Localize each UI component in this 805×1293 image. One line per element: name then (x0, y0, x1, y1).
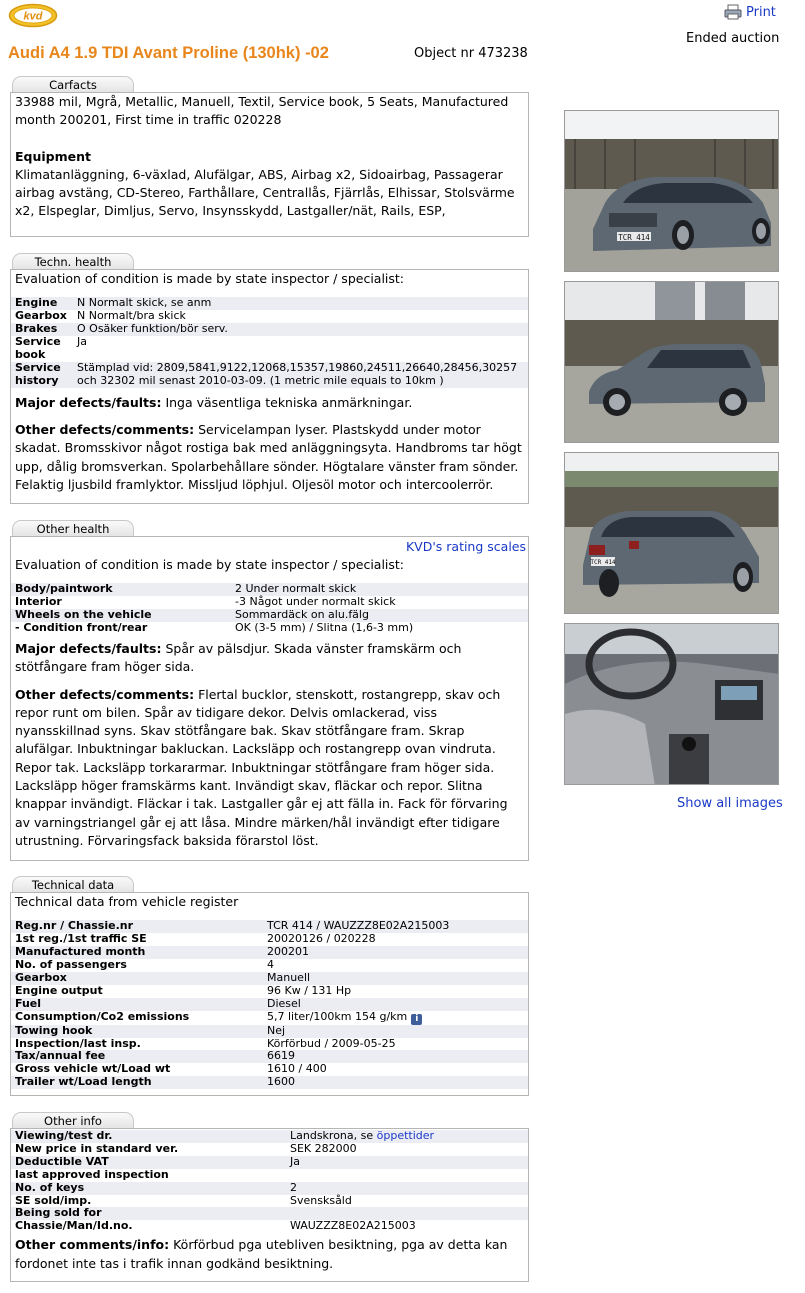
tech-key: Gearbox (11, 972, 263, 985)
tech-key: Inspection/last insp. (15, 1036, 141, 1050)
tech-key: Engine output (15, 983, 103, 997)
carfacts-panel (10, 92, 529, 237)
equipment-heading: Equipment (15, 148, 91, 164)
tech-value: TCR 414 / WAUZZZ8E02A215003 (263, 920, 528, 933)
car-interior-image (565, 624, 779, 785)
info-value: WAUZZZ8E02A215003 (290, 1219, 416, 1233)
rating-scales-link[interactable]: KVD's rating scales (405, 539, 526, 554)
kvd-logo[interactable] (8, 3, 58, 28)
tab-other-health: Other health (12, 520, 134, 537)
tech-value: 1610 / 400 (267, 1062, 327, 1076)
info-icon[interactable]: i (411, 1014, 422, 1025)
info-key: Chassie/Man/Id.no. (15, 1219, 133, 1233)
plate-text: TCR 414 (618, 233, 650, 242)
tech-key: Consumption/Co2 emissions (15, 1009, 190, 1023)
comments-text: Körförbud pga utebliven besiktning, pga av detta kan fordonet inte tas i trafik innan godkänd besiktning. (15, 1237, 508, 1271)
health-value: -3 Något under normalt skick (235, 595, 396, 609)
info-key: SE sold/imp. (15, 1193, 92, 1207)
viewing-text: Landskrona, se (290, 1129, 377, 1142)
techn-health-panel (10, 269, 529, 504)
techn-value: N Normalt skick, se anm (73, 297, 528, 310)
health-value: 2 Under normalt skick (231, 583, 528, 596)
print-label: Print (746, 4, 776, 20)
tech-value: 20020126 / 020228 (267, 932, 376, 946)
info-value: SEK 282000 (290, 1141, 357, 1155)
tech-key: No. of passengers (15, 958, 127, 972)
techn-intro: Evaluation of condition is made by state inspector / specialist: (15, 271, 405, 286)
other-health-intro: Evaluation of condition is made by state inspector / specialist: (15, 557, 405, 572)
techn-major (11, 394, 528, 412)
car-side-image (565, 282, 779, 443)
techn-key: Engine (11, 297, 73, 310)
major-label: Major defects/faults: (15, 394, 162, 410)
tech-value: 200201 (263, 946, 528, 959)
other-label: Other defects/comments: (15, 421, 195, 437)
other-health-other (11, 686, 528, 851)
techn-key: Service book (15, 335, 61, 361)
logo-text: kvd (23, 10, 43, 23)
tech-value: Manuell (263, 972, 528, 985)
info-value: Ja (286, 1156, 528, 1169)
info-value-viewing (286, 1130, 528, 1143)
tab-technical-data: Technical data (12, 876, 134, 893)
carfacts-summary: 33988 mil, Mgrå, Metallic, Manuell, Textil, Service book, 5 Seats, Manufactured month 200201, First time in traffic 020228 (15, 94, 509, 128)
car-photo-rear[interactable] (564, 452, 779, 614)
printer-icon (724, 4, 742, 20)
info-value: 2 (286, 1182, 528, 1195)
tech-key: 1st reg./1st traffic SE (15, 932, 147, 946)
car-photo-interior[interactable] (564, 623, 779, 785)
page-title: Audi A4 1.9 TDI Avant Proline (130hk) -02 (8, 44, 329, 62)
object-number: Object nr 473238 (414, 46, 528, 61)
car-photo-front[interactable] (564, 110, 779, 272)
other-health-panel (10, 536, 529, 861)
other-label: Other defects/comments: (15, 686, 195, 702)
tech-key: Reg.nr / Chassie.nr (11, 920, 263, 933)
tech-value: Diesel (263, 998, 528, 1011)
major-text: Spår av pälsdjur. Skada vänster framskärm och stötfångare fram höger sida. (15, 640, 462, 675)
print-link[interactable] (724, 3, 776, 21)
tech-key: Trailer wt/Load length (11, 1076, 263, 1089)
tab-carfacts: Carfacts (12, 76, 134, 93)
tech-value: 96 Kw / 131 Hp (267, 983, 352, 997)
info-value: Svensksåld (290, 1193, 352, 1207)
tab-other-info: Other info (12, 1112, 134, 1129)
info-value (286, 1169, 528, 1182)
info-key: Being sold for (11, 1207, 286, 1220)
other-info-panel (10, 1128, 529, 1282)
major-text: Inga väsentliga tekniska anmärkningar. (165, 394, 413, 410)
tech-value: 4 (267, 958, 274, 972)
comments-label: Other comments/info: (15, 1237, 170, 1253)
info-key: Deductible VAT (11, 1156, 286, 1169)
tech-key: Fuel (11, 998, 263, 1011)
techn-other (11, 421, 528, 494)
tech-key: Gross vehicle wt/Load wt (15, 1062, 171, 1076)
car-photo-side[interactable] (564, 281, 779, 443)
show-all-images-link[interactable]: Show all images (677, 796, 783, 811)
car-rear-image (565, 453, 779, 614)
tech-key: Tax/annual fee (11, 1050, 263, 1063)
tech-value: 6619 (263, 1050, 528, 1063)
technical-data-panel (10, 892, 529, 1096)
tech-key: Manufactured month (11, 946, 263, 959)
plate-text: TCR 414 (590, 559, 616, 566)
other-info-table (11, 1130, 528, 1233)
technical-table (11, 920, 528, 1089)
tab-techn-health: Techn. health (12, 253, 134, 270)
tech-key: Towing hook (11, 1025, 263, 1038)
tech-value: Nej (263, 1025, 528, 1038)
info-key: New price in standard ver. (15, 1141, 179, 1155)
tech-value-consumption (263, 1011, 528, 1025)
other-text: Servicelampan lyser. Plastskydd under motor skadat. Bromsskivor något rostiga bak med anläggningsyta. Handbroms tar högt upp, dålig bromsverkan. Spolarbehållare sönder. Högtalare vänster fram sönder. Felaktig ljusbild framlyktor. Missljud löphjul. Oljesöl motor och intercoolerrör. (15, 421, 522, 492)
consumption-text: 5,7 liter/100km 154 g/km (267, 1009, 408, 1023)
technical-intro: Technical data from vehicle register (15, 894, 239, 909)
health-key: - Condition front/rear (15, 621, 148, 635)
techn-value: Stämplad vid: 2809,5841,9122,12068,15357,19860,24511,26640,28456,30257 och 32302 mil senast 2010-03-09. (1 metric mile equals to 10km ) (73, 362, 528, 388)
major-label: Major defects/faults: (15, 640, 162, 656)
tech-value: 1600 (263, 1076, 528, 1089)
techn-key: Service history (11, 362, 73, 388)
other-text: Flertal bucklor, stenskott, rostangrepp, skav och repor runt om bilen. Spår av tidigare dekor. Delvis omlackerad, viss nyansskillnad syns. Skav stötfångare bak. Skav stötfångare fram. Skrap alufälgar. Inbuktningar bakluckan. Lacksläpp och rostangrepp ovan vindruta. Repor tak. Lacksläpp torkararmar. Inbuktningar stötfångare fram höger sida. Lacksläpp höger framskärms kant. Invändigt skav, fläckar och repor. Slitna knappar invändigt. Fläckar i tak. Lastgaller går ej att fälla in. Fack för förvaring av varningstriangel går ej att låsa. Mindre märken/hål invändigt efter tidigare utrustning. Förvaringsfack baksida förarstol löst. (15, 686, 508, 848)
other-health-major (11, 640, 528, 677)
health-key: Body/paintwork (11, 583, 231, 596)
techn-value: Ja (77, 335, 87, 349)
techn-value: O Osäker funktion/bör serv. (73, 323, 528, 336)
techn-table (11, 297, 528, 387)
health-key: Interior (15, 595, 62, 609)
health-key: Wheels on the vehicle (11, 609, 231, 622)
auction-status: Ended auction (686, 31, 780, 46)
health-value: Sommardäck on alu.fälg (231, 609, 528, 622)
other-comments (11, 1236, 528, 1273)
equipment-list: Klimatanläggning, 6-växlad, Alufälgar, ABS, Airbag x2, Sidoairbag, Passagerar airbag avstäng, CD-Stereo, Farthållare, Centrallås, Fjärrlås, Elhissar, Stolsvärme x2, Elspeglar, Dimljus, Servo, Insynsskydd, Lastgaller/nät, Rails, ESP, (15, 166, 515, 219)
techn-value: N Normalt/bra skick (77, 309, 186, 323)
info-key: Viewing/test dr. (11, 1130, 286, 1143)
info-key: last approved inspection (15, 1167, 169, 1181)
health-value: OK (3-5 mm) / Slitna (1,6-3 mm) (235, 621, 414, 635)
info-key: No. of keys (11, 1182, 286, 1195)
techn-key: Gearbox (15, 309, 67, 323)
techn-key: Brakes (11, 323, 73, 336)
tech-value: Körförbud / 2009-05-25 (267, 1036, 396, 1050)
opening-hours-link[interactable]: öppettider (376, 1129, 435, 1142)
other-health-table (11, 583, 528, 635)
car-front-image (565, 111, 779, 272)
